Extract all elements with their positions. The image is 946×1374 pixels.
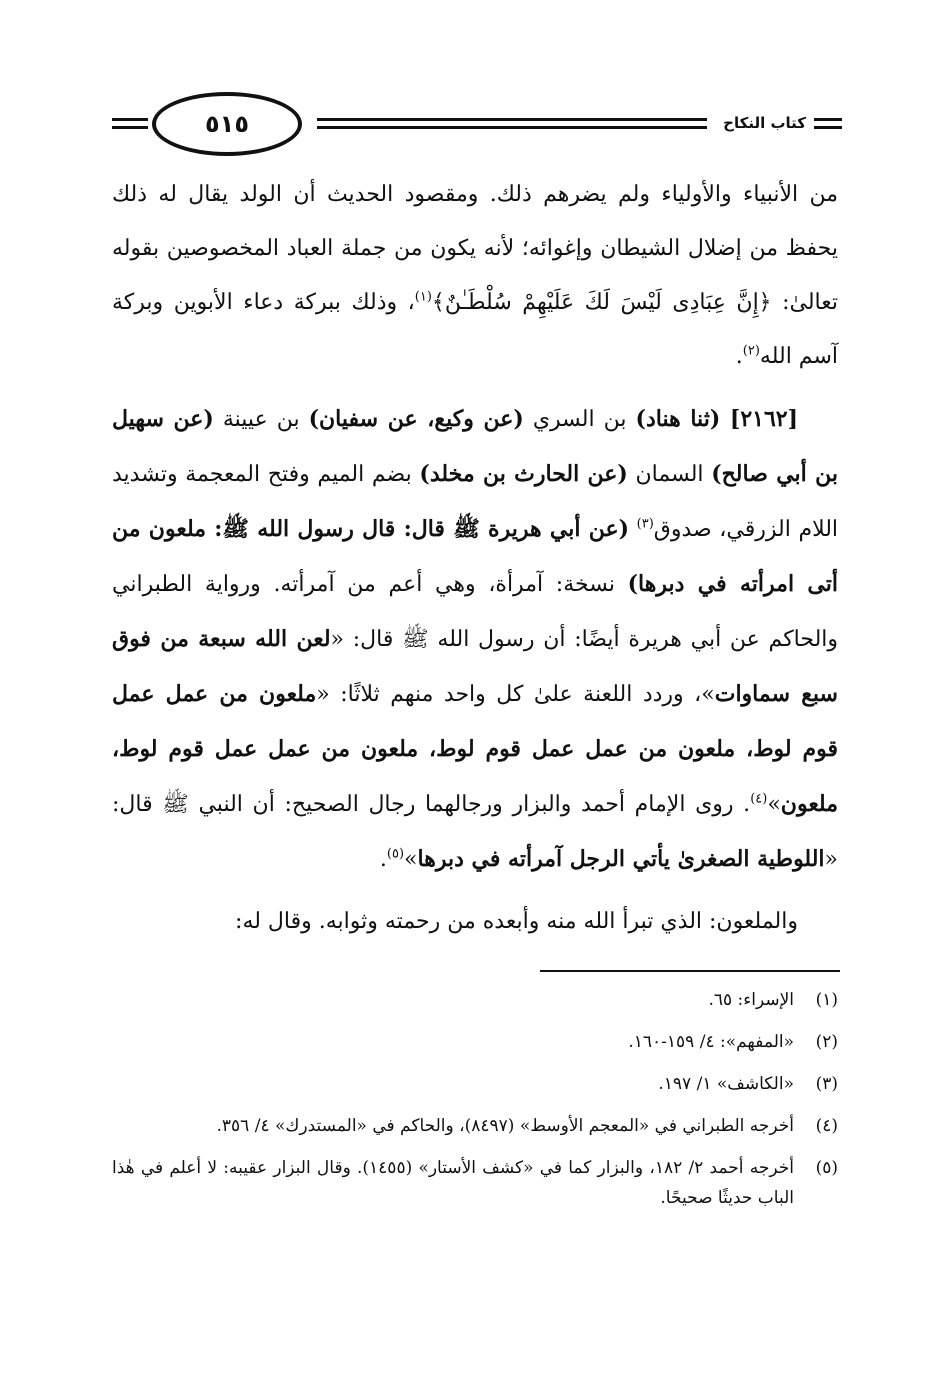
text: . <box>735 344 743 369</box>
page-header <box>112 90 842 170</box>
footnotes <box>112 985 838 1225</box>
main-text <box>112 168 838 957</box>
hadith-number-narrator: [٢١٦٢] (ثنا هناد) <box>635 406 799 432</box>
text: بن السري <box>523 407 636 432</box>
footnote-item <box>112 985 838 1015</box>
footnote-marker: (٥) <box>386 846 405 862</box>
paragraph-3: والملعون: الذي تبرأ الله منه وأبعده من رحمته وثوابه. وقال له: <box>235 909 798 934</box>
quote: لعن الله سبعة من فوق سبع سماوات <box>112 626 838 707</box>
text: . <box>379 847 387 872</box>
quote: اللوطية الصغرىٰ يأتي الرجل آمرأته في دبرها <box>417 846 825 872</box>
footnote-number: (٤) <box>815 1116 838 1136</box>
footnote-marker: (٣) <box>636 516 654 532</box>
text: » <box>404 847 418 872</box>
narrator: (عن الحارث بن مخلد) <box>419 461 628 487</box>
text: . روى الإمام أحمد والبزار ورجالهما رجال الصحيح: أن النبي ﷺ قال: « <box>112 792 838 872</box>
header-rule-left-2 <box>112 126 148 129</box>
text: » <box>767 792 781 817</box>
narrator: (عن وكيع، عن سفيان) <box>308 406 524 432</box>
footnote-number: (٢) <box>815 1032 838 1052</box>
text: بن عيينة <box>213 407 309 432</box>
header-rule-right <box>814 118 842 121</box>
text: نسخة: آمرأة، وهي أعم من آمرأته. ورواية الطبراني والحاكم عن أبي هريرة أيضًا: أن رسول الله ﷺ قال: « <box>112 572 839 652</box>
footnote-item <box>112 1027 838 1057</box>
narrator: (عن سهيل بن أبي صالح) <box>112 406 838 487</box>
footnote-marker: (٢) <box>742 343 760 359</box>
text: بضم الميم وفتح المعجمة وتشديد اللام الزرقي، صدوق <box>112 462 839 542</box>
footnote-item <box>112 1069 838 1099</box>
text: ، وذلك ببركة دعاء الأبوين وبركة آسم الله <box>112 290 838 369</box>
header-rule-middle-2 <box>317 126 707 129</box>
footnote-separator <box>540 970 840 972</box>
quote: ملعون من عمل عمل قوم لوط، ملعون من عمل عمل قوم لوط، ملعون من عمل عمل قوم لوط، ملعون <box>112 681 838 817</box>
text: »، وردد اللعنة علىٰ كل واحد منهم ثلاثًا: « <box>316 682 715 707</box>
header-rule-left <box>112 118 148 121</box>
footnote-marker: (٤) <box>750 791 768 807</box>
footnote-item <box>112 1111 838 1141</box>
text: من الأنبياء والأولياء ولم يضرهم ذلك. ومقصود الحديث أن الولد يقال له ذلك يحفظ من إضلال الشيطان وإغوائه؛ لأنه يكون من جملة العباد المخصوصين بقوله تعالىٰ: ﴿إِنَّ عِبَادِى لَيْسَ لَكَ عَلَيْهِمْ سُلْطَـٰنٌ﴾ <box>112 182 839 315</box>
paragraph-2 <box>112 392 838 887</box>
paragraph-1 <box>112 168 838 384</box>
footnote-text: «المفهم»: ٤/ ١٥٩-١٦٠. <box>628 1032 794 1052</box>
header-rule-right-2 <box>814 126 842 129</box>
footnote-text: أخرجه أحمد ٢/ ١٨٢، والبزار كما في «كشف الأستار» (١٤٥٥). وقال البزار عقيبه: لا أعلم في هٰذا الباب حديثًا صحيحًا. <box>112 1158 794 1208</box>
footnote-marker: (١) <box>414 289 432 305</box>
text <box>629 517 637 542</box>
footnote-text: «الكاشف» ١/ ١٩٧. <box>658 1074 794 1094</box>
footnote-number: (١) <box>815 990 838 1010</box>
footnote-number: (٣) <box>815 1074 838 1094</box>
footnote-number: (٥) <box>815 1158 838 1178</box>
footnote-text: الإسراء: ٦٥. <box>708 990 794 1010</box>
header-rule-middle <box>317 118 707 121</box>
page-number: ٥١٥ <box>152 92 302 156</box>
text: السمان <box>627 462 712 487</box>
footnote-text: أخرجه الطبراني في «المعجم الأوسط» (٨٤٩٧)، والحاكم في «المستدرك» ٤/ ٣٥٦. <box>216 1116 794 1136</box>
chapter-title: كتاب النكاح <box>723 114 806 132</box>
hadith-text: (عن أبي هريرة ﷺ قال: قال رسول الله ﷺ: ملعون من أتى امرأته في دبرها) <box>112 516 838 597</box>
footnote-item <box>112 1153 838 1213</box>
